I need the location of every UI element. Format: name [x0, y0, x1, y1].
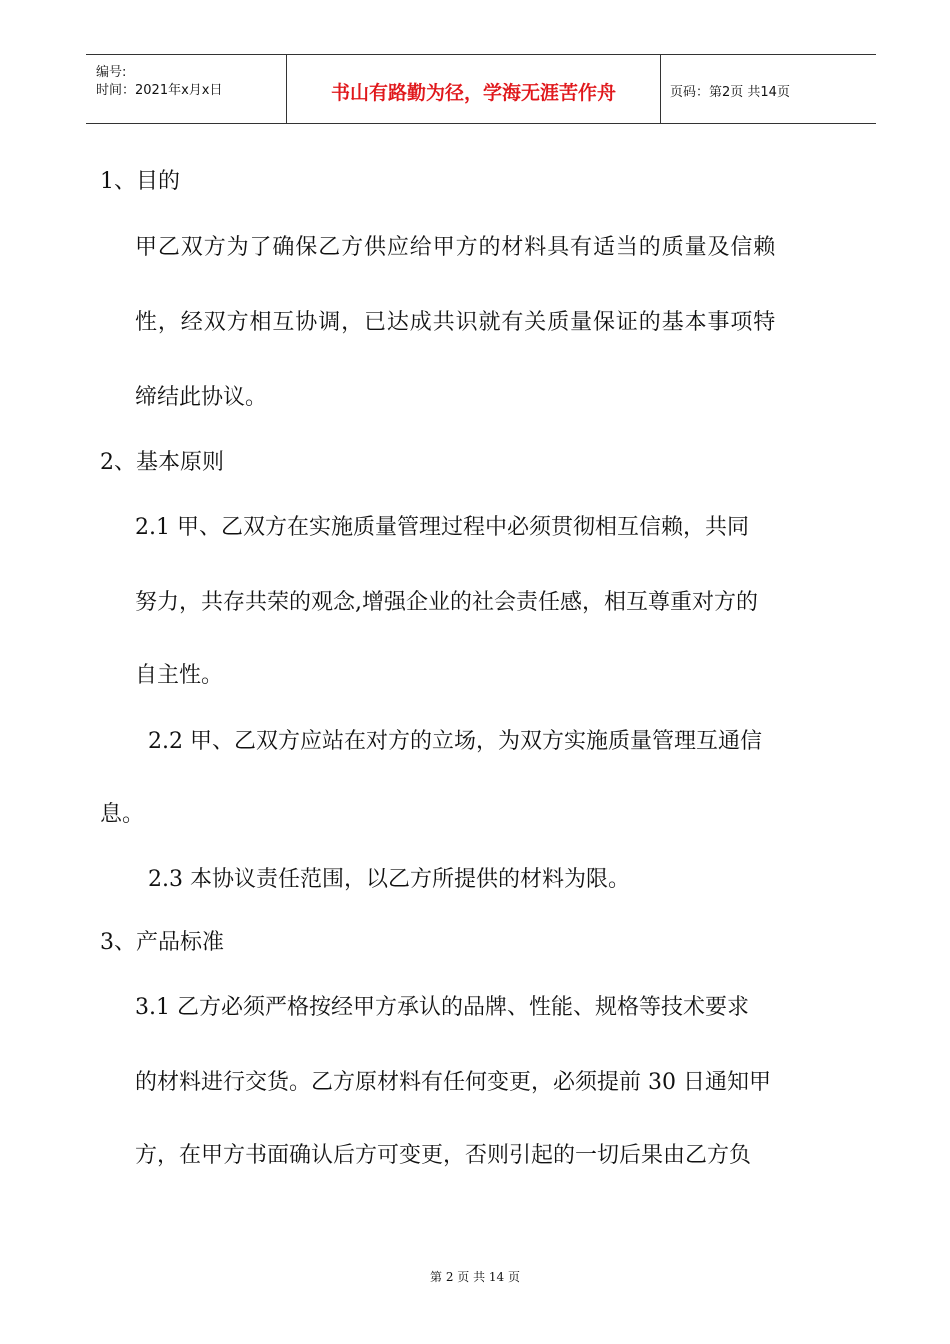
header-meta-cell: [86, 55, 286, 123]
header-motto-cell: [286, 55, 661, 123]
motto-text: 书山有路勤为径，学海无涯苦作舟: [330, 82, 616, 104]
heading-purpose: 1、目的: [100, 169, 180, 194]
header-page-info: 页码：第2页 共14页: [670, 85, 790, 100]
document-header: [86, 54, 876, 124]
paragraph-line: 方，在甲方书面确认后方可变更，否则引起的一切后果由乙方负: [135, 1143, 752, 1168]
page-footer: 第 2 页 共 14 页: [430, 1270, 520, 1284]
heading-product-standards: 3、产品标准: [100, 930, 224, 955]
paragraph-line: 3.1 乙方必须严格按经甲方承认的品牌、性能、规格等技术要求: [135, 995, 749, 1020]
paragraph-line: 缔结此协议。: [135, 385, 268, 410]
paragraph-line: 息。: [100, 802, 145, 827]
paragraph-line: 努力，共存共荣的观念,增强企业的社会责任感，相互尊重对方的: [135, 590, 758, 615]
date-label: 时间：2021年x月x日: [96, 83, 223, 98]
paragraph-line: 的材料进行交货。乙方原材料有任何变更，必须提前 30 日通知甲: [135, 1070, 771, 1095]
paragraph-line: 2.1 甲、乙双方在实施质量管理过程中必须贯彻相互信赖，共同: [135, 515, 749, 540]
serial-number-label: 编号:: [96, 65, 127, 80]
heading-basic-principles: 2、基本原则: [100, 450, 224, 475]
paragraph-line: 自主性。: [135, 663, 224, 688]
paragraph-line: 2.3 本协议责任范围，以乙方所提供的材料为限。: [148, 867, 630, 892]
paragraph-line: 2.2 甲、乙双方应站在对方的立场，为双方实施质量管理互通信: [148, 729, 762, 754]
paragraph-line: 甲乙双方为了确保乙方供应给甲方的材料具有适当的质量及信赖: [135, 235, 777, 260]
header-page-cell: [660, 55, 876, 123]
paragraph-line: 性，经双方相互协调，已达成共识就有关质量保证的基本事项特: [135, 310, 777, 335]
